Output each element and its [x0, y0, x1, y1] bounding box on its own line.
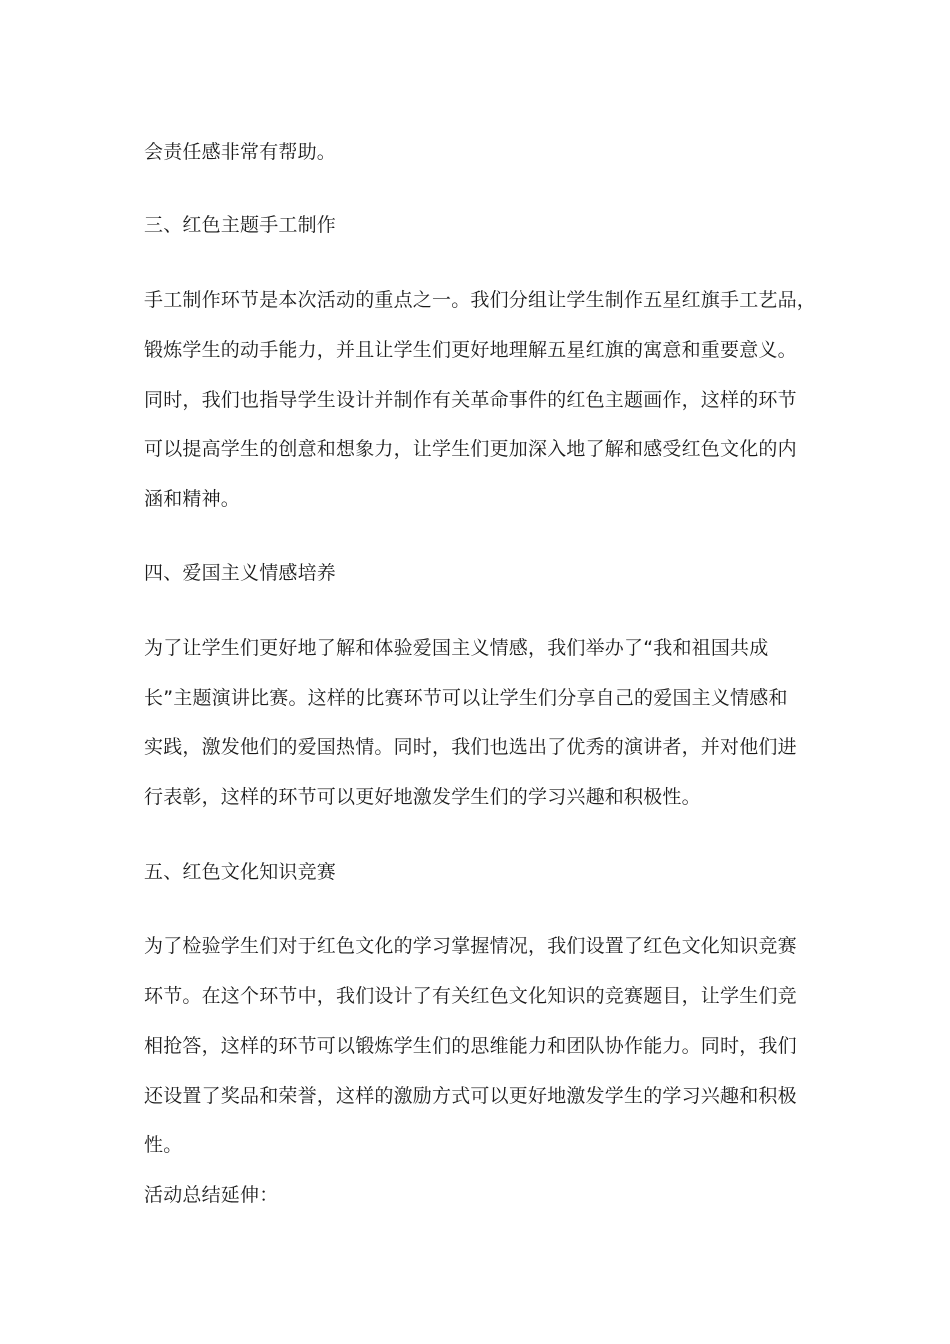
paragraph-line: 为了检验学生们对于红色文化的学习掌握情况，我们设置了红色文化知识竞赛: [144, 935, 797, 957]
summary-heading: 活动总结延伸：: [144, 1184, 279, 1206]
paragraph-line: 可以提高学生的创意和想象力，让学生们更加深入地了解和感受红色文化的内: [144, 438, 797, 460]
paragraph-line: 还设置了奖品和荣誉，这样的激励方式可以更好地激发学生的学习兴趣和积极: [144, 1085, 797, 1107]
paragraph-line: 锻炼学生的动手能力，并且让学生们更好地理解五星红旗的寓意和重要意义。: [144, 339, 797, 361]
paragraph-line: 性。: [144, 1134, 183, 1156]
paragraph-line: 会责任感非常有帮助。: [144, 141, 337, 163]
paragraph-line: 同时，我们也指导学生设计并制作有关革命事件的红色主题画作，这样的环节: [144, 389, 797, 411]
paragraph-line: 涵和精神。: [144, 488, 241, 510]
paragraph-line: 相抢答，这样的环节可以锻炼学生们的思维能力和团队协作能力。同时，我们: [144, 1035, 797, 1057]
section-heading-3: 三、红色主题手工制作: [144, 214, 337, 236]
paragraph-line: 环节。在这个环节中，我们设计了有关红色文化知识的竞赛题目，让学生们竞: [144, 985, 797, 1007]
paragraph-line: 行表彰，这样的环节可以更好地激发学生们的学习兴趣和积极性。: [144, 786, 701, 808]
section-heading-4: 四、爱国主义情感培养: [144, 562, 337, 584]
section-heading-5: 五、红色文化知识竞赛: [144, 861, 337, 883]
paragraph-line: 长”主题演讲比赛。这样的比赛环节可以让学生们分享自己的爱国主义情感和: [144, 687, 788, 709]
paragraph-line: 实践，激发他们的爱国热情。同时，我们也选出了优秀的演讲者，并对他们进: [144, 736, 797, 758]
paragraph-line: 手工制作环节是本次活动的重点之一。我们分组让学生制作五星红旗手工艺品，: [144, 289, 817, 311]
paragraph-line: 为了让学生们更好地了解和体验爱国主义情感，我们举办了“我和祖国共成: [144, 637, 769, 659]
